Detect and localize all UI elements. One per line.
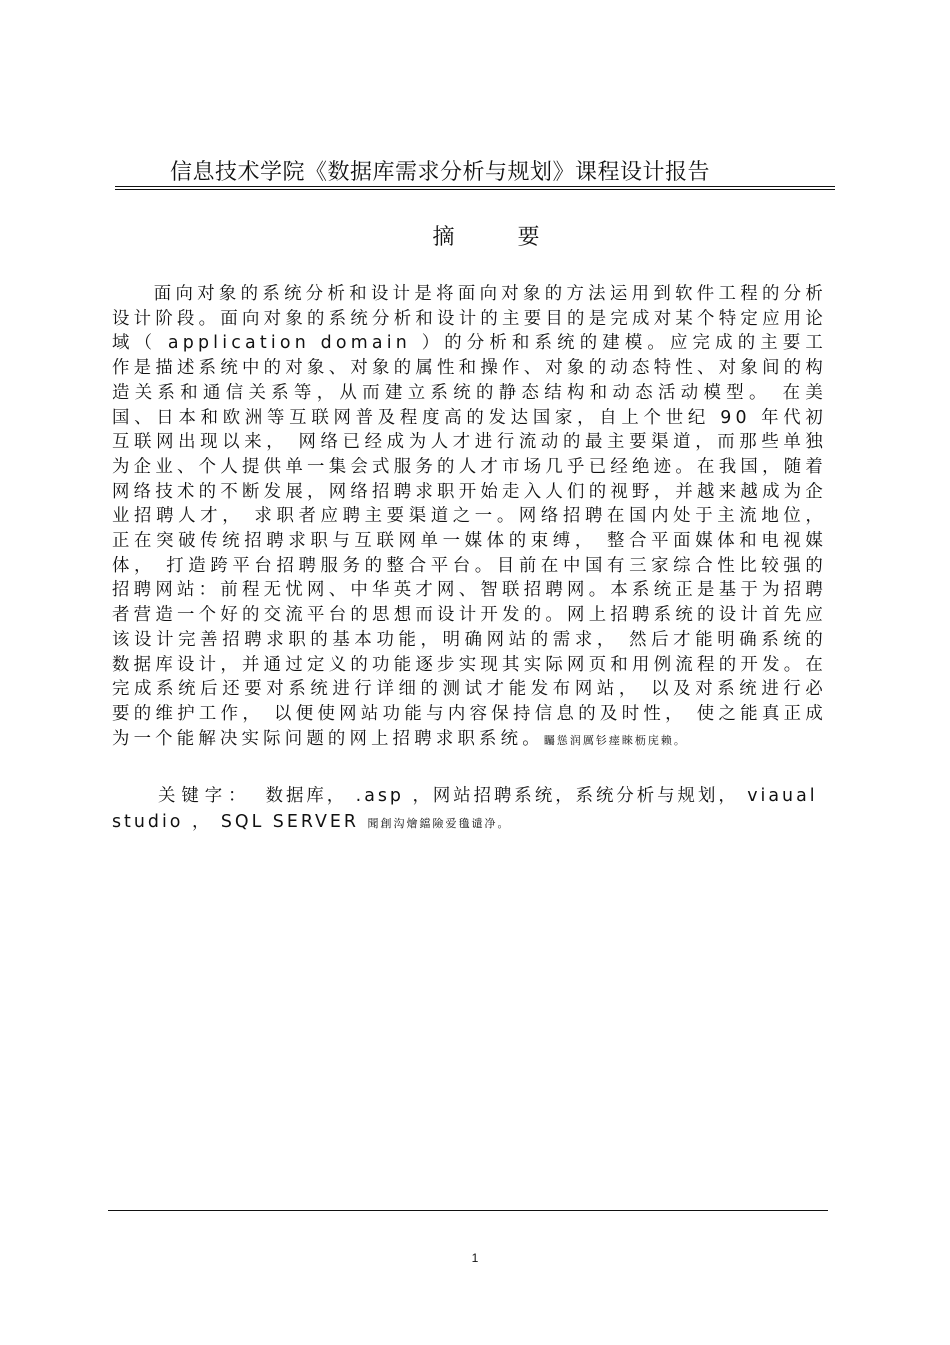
keywords-line-1: [112, 783, 827, 809]
page-header: [115, 158, 835, 188]
abstract-paragraph: 面向对象的系统分析和设计是将面向对象的方法运用到软件工程的分析设计阶段。面向对象的系统分析和设计的主要目的是完成对某个特定应用论域（ application domain ）的分析和系统的建模。应完成的主要工作是描述系统中的对象、对象的属性和操作、对象的动态特性、对象间的构造关系和通信关系等，从而建立系统的静态结构和动态活动模型。 在美国、日本和欧洲等互联网普及程度高的发达国家，自上个世纪 90 年代初互联网出现以来， 网络已经成为人才进行流动的最主要渠道，而那些单独为企业、个人提供单一集会式服务的人才市场几乎已经绝迹。在我国，随着网络技术的不断发展，网络招聘求职开始走入人们的视野，并越来越成为企业招聘人才， 求职者应聘主要渠道之一。网络招聘在国内处于主流地位， 正在突破传统招聘求职与互联网单一媒体的束缚， 整合平面媒体和电视媒体， 打造跨平台招聘服务的整合平台。目前在中国有三家综合性比较强的招聘网站：前程无忧网、中华英才网、智联招聘网。本系统正是基于为招聘者营造一个好的交流平台的思想而设计开发的。网上招聘系统的设计首先应该设计完善招聘求职的基本功能，明确网站的需求， 然后才能明确系统的数据库设计，并通过定义的功能逐步实现其实际网页和用例流程的开发。在完成系统后还要对系统进行详细的测试才能发布网站， 以及对系统进行必要的维护工作， 以便使网站功能与内容保持信息的及时性， 使之能真正成为一个能解决实际问题的网上招聘求职系统。: [112, 284, 827, 749]
abstract-garbled-text: 矚慫润厲钐瘗睞枥庑赖。: [543, 733, 687, 747]
header-rule: [115, 186, 835, 187]
keywords-garbled-text: 聞創沟燴鐺險爱氇谴净。: [367, 817, 511, 830]
keywords-values-cont: studio ， SQL SERVER: [112, 812, 359, 832]
header-title: 信息技术学院《数据库需求分析与规划》课程设计报告: [170, 160, 711, 185]
keywords-block: [112, 783, 827, 837]
keywords-line-2: [112, 809, 827, 837]
abstract-heading: 摘 要: [432, 225, 568, 250]
page-number: 1: [471, 1251, 479, 1265]
keywords-label: 关键字：: [158, 786, 252, 806]
footer-rule: [108, 1210, 828, 1211]
header-rule-thin: [115, 189, 835, 190]
keywords-values: 数据库， .asp ，网站招聘系统，系统分析与规划， viaual: [265, 786, 818, 806]
abstract-body: [112, 282, 827, 753]
